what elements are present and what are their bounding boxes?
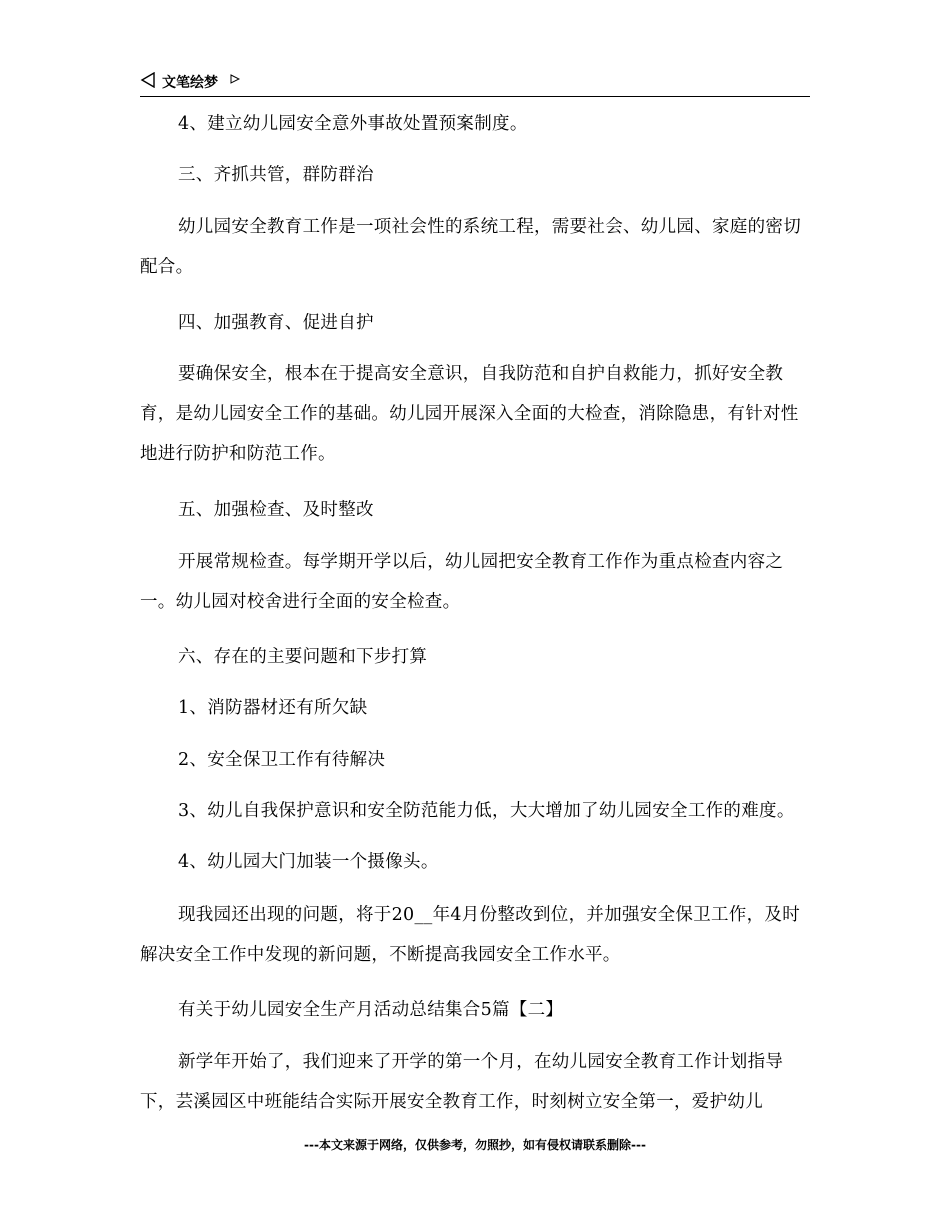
section-heading-3: 三、齐抓共管，群防群治 [178, 165, 374, 185]
list-item-4: 4、幼儿园大门加装一个摄像头。 [178, 852, 439, 872]
section-heading-6: 六、存在的主要问题和下步打算 [178, 647, 428, 667]
paragraph-7: 开展常规检查。每学期开学以后，幼儿园把安全教育工作作为重点检查内容之一。幼儿园对校舍进行全面的安全检查。 [140, 552, 784, 612]
list-item-2: 2、安全保卫工作有待解决 [178, 750, 386, 770]
brand-label: 文笔绘梦 [162, 75, 218, 91]
triangle-right-icon [230, 74, 240, 84]
list-item-3: 3、幼儿自我保护意识和安全防范能力低，大大增加了幼儿园安全工作的难度。 [178, 801, 795, 821]
paragraph-15: 新学年开始了，我们迎来了开学的第一个月，在幼儿园安全教育工作计划指导下，芸溪园区中班能结合实际开展安全教育工作，时刻树立安全第一，爱护幼儿 [140, 1052, 784, 1112]
list-item-1: 1、消防器材还有所欠缺 [178, 698, 368, 718]
paragraph-5: 要确保安全，根本在于提高安全意识，自我防范和自护自救能力，抓好安全教育，是幼儿园安全工作的基础。幼儿园开展深入全面的大检查，消除隐患，有针对性地进行防护和防范工作。 [140, 364, 799, 464]
document-header [140, 70, 810, 97]
section-heading-4: 四、加强教育、促进自护 [178, 313, 374, 333]
paragraph-1: 4、建立幼儿园安全意外事故处置预案制度。 [178, 114, 528, 134]
paragraph-3: 幼儿园安全教育工作是一项社会性的系统工程，需要社会、幼儿园、家庭的密切配合。 [140, 217, 801, 277]
triangle-left-icon [140, 72, 156, 88]
footer-disclaimer: ---本文来源于网络，仅供参考，勿照抄，如有侵权请联系删除--- [304, 1138, 646, 1152]
section-heading-5: 五、加强检查、及时整改 [178, 500, 374, 520]
paragraph-13: 现我园还出现的问题，将于20__年4月份整改到位，并加强安全保卫工作，及时解决安全工作中发现的新问题，不断提高我园安全工作水平。 [140, 905, 800, 965]
article-title-2: 有关于幼儿园安全生产月活动总结集合5篇【二】 [178, 1000, 564, 1020]
